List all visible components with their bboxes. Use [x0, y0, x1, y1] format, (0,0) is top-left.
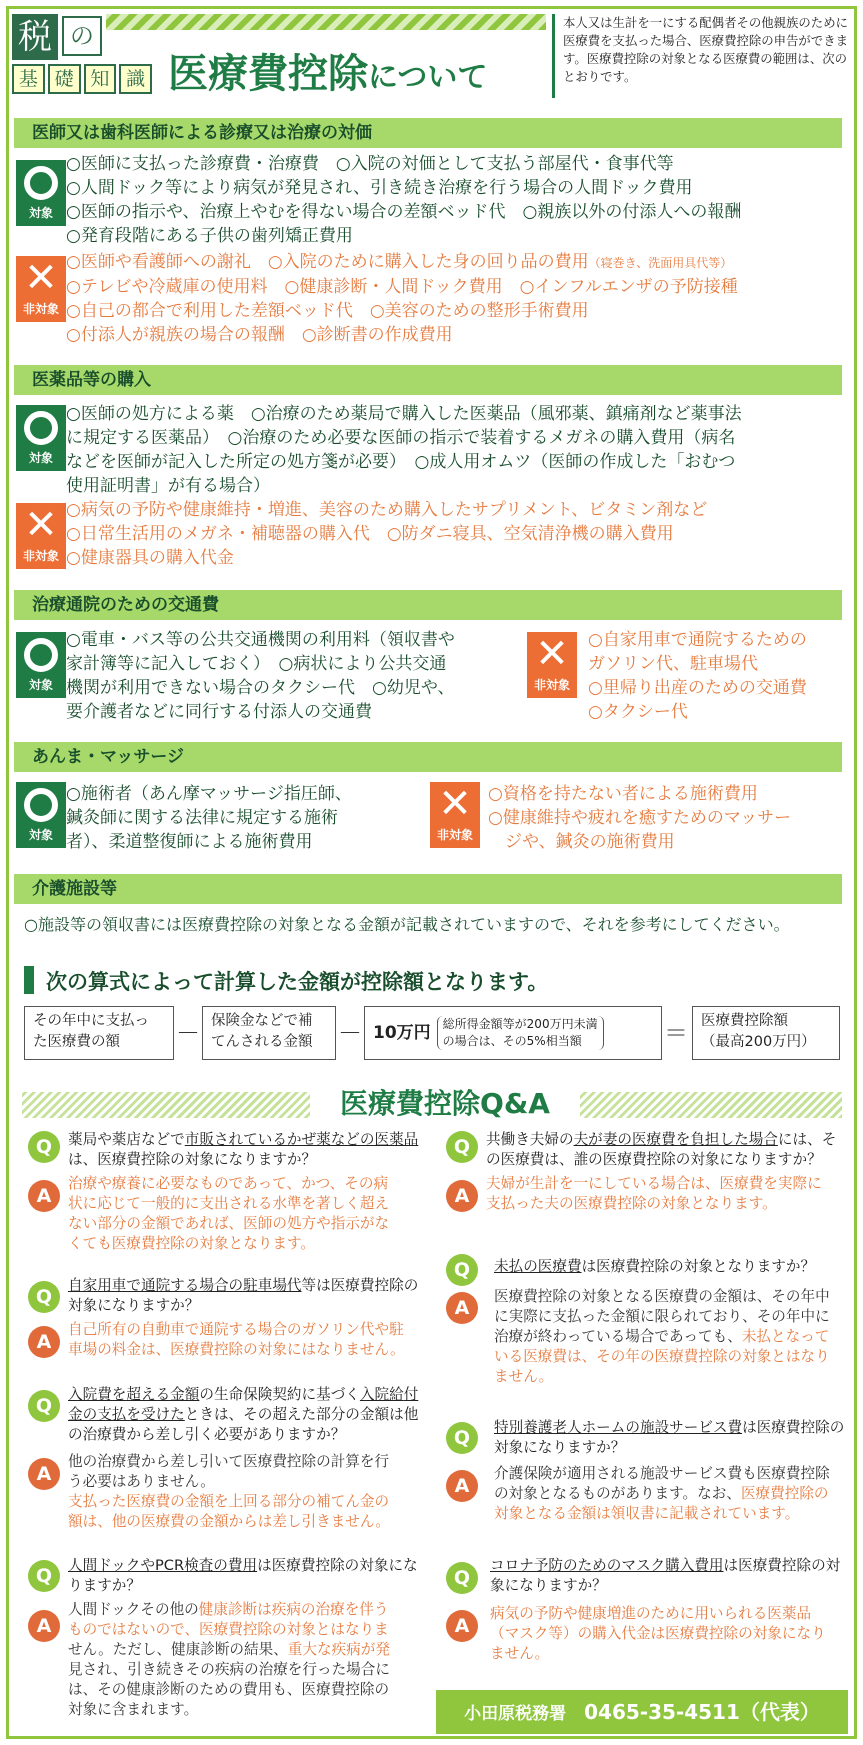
qa-text-line: 額は、他の医療費の金額からは差し引きません。 — [68, 1513, 390, 1530]
list-item: ○資格を持たない者による施術費用 — [488, 784, 758, 804]
qa-text: 除の対象になりますか？ — [68, 1277, 419, 1314]
a-icon: A — [446, 1292, 478, 1324]
q-icon: Q — [28, 1560, 60, 1592]
a-icon: A — [446, 1610, 478, 1642]
formula-box-line: （最高200万円） — [701, 1034, 816, 1050]
list-item: ○付添人が親族の場合の報酬 ○診断書の作成費用 — [66, 325, 453, 345]
formula-box-line: てんされる金額 — [211, 1034, 313, 1050]
massage-ng-list — [488, 782, 791, 854]
qa-text: 人間ドックその他の — [68, 1601, 199, 1618]
qa-question-4 — [68, 1556, 428, 1596]
qa-text: には、そ — [777, 1131, 837, 1148]
brand-kiso-chishiki — [12, 64, 152, 94]
qa-text-line: 他の治療費から差し引いて医療費控除の計算を行 — [68, 1453, 390, 1470]
qa-text-underline: 入院給 — [359, 1386, 404, 1403]
qa-text: は他の治療費から差し引く必要がありますか？ — [68, 1406, 419, 1443]
list-item: ○自己の都合で利用した差額ベッド代 ○美容のための整形手術費用 — [66, 301, 589, 321]
a-icon: A — [446, 1180, 478, 1212]
qa-text-orange: 医療費控除の — [740, 1485, 829, 1502]
section-care-header: 介護施設等 — [14, 874, 842, 904]
qa-text-line: 治療や療養に必要なものであって、かつ、その病 — [68, 1175, 389, 1192]
list-item: 要介護者などに同行する付添人の交通費 — [66, 702, 372, 722]
list-item-text: ○医師や看護師への謝礼 ○入院のために購入した身の回り品の費用 — [66, 252, 589, 272]
list-item: ガソリン代、駐車場代 — [588, 654, 758, 674]
ng-label: 非対象 — [22, 302, 59, 316]
ng-label: 非対象 — [436, 828, 473, 842]
list-item: ○人間ドック等により病気が発見され、引き続き治療を行う場合の人間ドック費用 — [66, 178, 693, 198]
qa-text-line: 支払った医療費の金額を上回る部分の補てん金の — [68, 1493, 390, 1510]
ok-badge — [16, 405, 66, 471]
qa-answer-4 — [68, 1600, 428, 1720]
list-item: ○施術者（あん摩マッサージ指圧師、 — [66, 784, 352, 804]
cross-icon: ✕ — [24, 502, 58, 548]
section-medicine-header: 医薬品等の購入 — [14, 365, 842, 395]
formula-box-result — [692, 1006, 840, 1060]
qa-question-5 — [486, 1130, 846, 1170]
a-icon: A — [28, 1180, 60, 1212]
q-icon: Q — [446, 1562, 478, 1594]
formula-threshold-value: 10万円 — [373, 1022, 431, 1043]
list-item: ○発育段階にある子供の歯列矯正費用 — [66, 226, 353, 246]
qa-text: 共働き夫婦の — [486, 1131, 574, 1148]
ng-badge — [527, 632, 577, 698]
list-item: ○医師に支払った診療費・治療費 ○入院の対価として支払う部屋代・食事代等 — [66, 154, 674, 174]
cross-icon: ✕ — [535, 631, 569, 677]
q-icon: Q — [28, 1131, 60, 1163]
qa-answer-3 — [68, 1452, 428, 1532]
a-icon: A — [28, 1610, 60, 1642]
qa-text-underline: 未払の医療費 — [494, 1258, 582, 1275]
qa-text-underline: 特別養護老人ホームの施設サービス費 — [494, 1419, 743, 1436]
formula-box-line: た医療費の額 — [33, 1034, 120, 1050]
doctor-ok-list — [66, 152, 741, 248]
q-icon: Q — [28, 1390, 60, 1422]
list-item: ○健康維持や疲れを癒すためのマッサー — [488, 808, 792, 828]
q-icon: Q — [28, 1281, 60, 1313]
tax-office-phone[interactable]: 0465-35-4511（代表） — [584, 1700, 820, 1724]
qa-text: の対象となるものがあります。なお、 — [494, 1485, 741, 1502]
qa-text: は医療費控除 — [742, 1419, 830, 1436]
ng-badge — [16, 503, 66, 569]
qa-text: 治療が終わっている場合であっても、 — [494, 1328, 742, 1345]
qa-text-line: に実際に支払った金額に限られており、その年中に — [494, 1308, 830, 1325]
brand-kiso-char: 知 — [84, 64, 117, 94]
page-title — [168, 46, 548, 102]
list-item: ○タクシー代 — [588, 702, 688, 722]
qa-text-line: 車場の料金は、医療費控除の対象にはなりません。 — [68, 1341, 405, 1358]
tax-office-name: 小田原税務署 — [464, 1704, 567, 1724]
equals-operator: ＝ — [664, 1019, 688, 1047]
formula-box-line: その年中に支払っ — [33, 1013, 149, 1029]
list-item: 者）、柔道整復師による施術費用 — [66, 832, 313, 852]
section-doctor-header: 医師又は歯科医師による診療又は治療の対価 — [14, 118, 842, 148]
qa-text-line: 夫婦が生計を一にしている場合は、医療費を実際に — [486, 1175, 822, 1192]
care-text: ○施設等の領収書には医療費控除の対象となる金額が記載されていますので、それを参考にしてください。 — [24, 915, 790, 934]
brand-no-mark: の — [62, 16, 102, 56]
qa-text-line: 支払った夫の医療費控除の対象となります。 — [486, 1195, 777, 1212]
list-item: ○医師の指示や、治療上やむを得ない場合の差額ベッド代 ○親族以外の付添人への報酬 — [66, 202, 742, 222]
qa-answer-7 — [494, 1464, 846, 1524]
a-icon: A — [28, 1458, 60, 1490]
qa-text-line: 状に応じて一般的に支出される水準を著しく超え — [68, 1195, 390, 1212]
header-stripe — [106, 14, 546, 30]
qa-text-line: （マスク等）の購入代金は医療費控除の対象になり — [490, 1625, 826, 1642]
formula-threshold-note — [437, 1016, 604, 1050]
formula-heading-text: 次の算式によって計算した金額が控除額となります。 — [46, 970, 549, 994]
list-item: ○病気の予防や健康維持・増進、美容のため購入したサプリメント、ビタミン剤など — [66, 500, 708, 520]
list-item: 鍼灸師に関する法律に規定する施術 — [66, 808, 338, 828]
qa-answer-6 — [494, 1287, 846, 1387]
qa-text-underline: コロナ予防のためのマスク購入費用 — [490, 1557, 724, 1574]
qa-text-line: ません。 — [490, 1645, 550, 1662]
cross-icon: ✕ — [24, 255, 58, 301]
list-item: に規定する医薬品） ○治療のため必要な医師の指示で装着するメガネの購入費用（病名 — [66, 428, 736, 448]
qa-text-line: 見され、引き続きその疾病の治療を行った場合に — [68, 1661, 390, 1678]
qa-text: の生命保険契約に基づく — [199, 1386, 360, 1403]
qa-text-line: ない部分の金額であれば、医師の処方や指示がな — [68, 1215, 390, 1232]
a-icon: A — [446, 1470, 478, 1502]
formula-box-paid — [24, 1006, 174, 1060]
q-icon: Q — [446, 1131, 478, 1163]
page-title-main: 医療費控除 — [168, 51, 368, 97]
qa-title: 医療費控除Q&A — [310, 1084, 580, 1124]
circle-icon — [24, 788, 58, 822]
qa-text: は医療費控除の対 — [723, 1557, 841, 1574]
circle-icon — [24, 638, 58, 672]
medicine-ng-list — [66, 498, 707, 570]
ok-label: 対象 — [28, 828, 53, 842]
qa-question-6 — [494, 1257, 846, 1277]
ok-badge — [16, 160, 66, 226]
qa-answer-5 — [486, 1174, 846, 1214]
tax-office-contact — [436, 1690, 848, 1734]
qa-question-3 — [68, 1385, 428, 1445]
ng-label: 非対象 — [533, 678, 570, 692]
list-item: ○医師の処方による薬 ○治療のため薬局で購入した医薬品（風邪薬、鎮痛剤など薬事法 — [66, 404, 742, 424]
formula-note-line: 総所得金額等が200万円未満 — [442, 1017, 598, 1031]
doctor-ng-list — [66, 250, 738, 347]
qa-text-line: ものではないので、医療費控除の対象とはなりま — [68, 1621, 389, 1638]
qa-text: ときは、その超えた部分の金額 — [184, 1406, 390, 1423]
qa-text: せん。ただし、健康診断の結果、 — [68, 1641, 288, 1658]
massage-ok-list — [66, 782, 352, 854]
heading-marker — [24, 966, 34, 994]
qa-text-underline: 人間ドックやPCR検査の費用 — [68, 1557, 258, 1574]
list-item-note: （寝巻き、洗面用具代等） — [588, 256, 733, 270]
ok-badge — [16, 632, 66, 698]
formula-box-line: 医療費控除額 — [701, 1013, 788, 1029]
ok-badge — [16, 782, 66, 848]
qa-text-line: 自己所有の自動車で通院する場合のガソリン代や駐 — [68, 1321, 404, 1338]
section-transport-header: 治療通院のための交通費 — [14, 590, 842, 620]
formula-heading — [24, 966, 744, 998]
formula-box-line: 保険金などで補 — [211, 1013, 313, 1029]
circle-icon — [24, 411, 58, 445]
qa-question-7 — [494, 1418, 846, 1458]
qa-text-line: 対象となる金額は領収書に記載されています。 — [494, 1505, 800, 1522]
list-item: ○健康器具の購入代金 — [66, 548, 234, 568]
qa-text-orange: 未払となって — [741, 1328, 830, 1345]
qa-text-underline: 入院費を超える金額 — [68, 1386, 200, 1403]
list-item: 家計簿等に記入しておく） ○病状により公共交通 — [66, 654, 447, 674]
q-icon: Q — [446, 1254, 478, 1286]
qa-text-underline: 市販されているかぜ薬などの医薬品 — [184, 1131, 419, 1148]
ng-badge — [430, 782, 480, 848]
qa-text-orange: 健康診断は疾病の治療を伴う — [198, 1601, 389, 1618]
ng-badge — [16, 256, 66, 322]
list-item: などを医師が記入した所定の処方箋が必要） ○成人用オムツ（医師の作成した「おむつ — [66, 452, 736, 472]
ok-label: 対象 — [28, 451, 53, 465]
qa-text: は、医療費控除の対象になりますか？ — [68, 1151, 317, 1168]
list-item: 機関が利用できない場合のタクシー代 ○幼児や、 — [66, 678, 455, 698]
qa-text: の対象になりますか？ — [494, 1419, 845, 1456]
formula-box-insurance — [202, 1006, 336, 1060]
qa-text-line: ません。 — [494, 1368, 554, 1385]
qa-text: の医療費は、誰の医療費控除の対象になりますか？ — [486, 1151, 822, 1168]
q-icon: Q — [446, 1422, 478, 1454]
qa-text: 象になりますか？ — [68, 1557, 418, 1594]
brand-kiso-char: 識 — [119, 64, 152, 94]
formula-box-threshold — [364, 1006, 662, 1060]
ok-label: 対象 — [28, 678, 53, 692]
section-massage-header: あんま・マッサージ — [14, 742, 842, 772]
minus-operator: － — [176, 1019, 200, 1047]
qa-text: 薬局や薬店などで — [68, 1131, 185, 1148]
list-item — [66, 250, 738, 275]
page-title-suffix: について — [368, 60, 488, 95]
list-item: ジや、鍼灸の施術費用 — [505, 832, 675, 852]
medicine-ok-list — [66, 402, 742, 498]
list-item: ○日常生活用のメガネ・補聴器の購入代 ○防ダニ寝具、空気清浄機の購入費用 — [66, 524, 674, 544]
qa-text: 象になりますか？ — [490, 1577, 607, 1594]
qa-text: は医療費控除の対 — [257, 1557, 374, 1574]
ng-label: 非対象 — [22, 549, 59, 563]
transport-ng-list — [588, 628, 807, 724]
list-item: ○里帰り出産のための交通費 — [588, 678, 807, 698]
qa-text-underline: 夫が妻の医療費を負担した場合 — [573, 1131, 778, 1148]
list-item: ○テレビや冷蔵庫の使用料 ○健康診断・人間ドック費用 ○インフルエンザの予防接種 — [66, 277, 738, 297]
qa-answer-8 — [490, 1604, 846, 1664]
qa-text-line: 医療費控除の対象となる医療費の金額は、その年中 — [494, 1288, 830, 1305]
qa-answer-2 — [68, 1320, 428, 1360]
qa-text-underline: 自家用車で通院する場合の駐車場代 — [68, 1277, 302, 1294]
qa-text-line: 介護保険が適用される施設サービス費も医療費控除 — [494, 1465, 830, 1482]
a-icon: A — [28, 1326, 60, 1358]
qa-text-line: くても医療費控除の対象となります。 — [68, 1235, 315, 1252]
qa-text-line: は、その健康診断のための費用も、医療費控除の — [68, 1681, 390, 1698]
qa-text-line: 対象に含まれます。 — [68, 1701, 199, 1718]
formula-note-line: の場合は、その5%相当額 — [442, 1034, 582, 1048]
qa-text-line: う必要はありません。 — [68, 1473, 215, 1490]
brand-kiso-char: 礎 — [48, 64, 81, 94]
qa-question-1 — [68, 1130, 428, 1170]
qa-answer-1 — [68, 1174, 428, 1254]
qa-text-line: いる医療費は、その年の医療費控除の対象とはなり — [494, 1348, 830, 1365]
qa-text-underline: 付金の支払を受けた — [68, 1386, 419, 1423]
qa-text-orange: 重大な疾病が発 — [287, 1641, 390, 1658]
cross-icon: ✕ — [438, 781, 472, 827]
brand-kiso-char: 基 — [12, 64, 45, 94]
list-item: ○電車・バス等の公共交通機関の利用料（領収書や — [66, 630, 455, 650]
minus-operator: － — [338, 1019, 362, 1047]
circle-icon — [24, 166, 58, 200]
brand-tax-mark: 税 — [12, 14, 58, 60]
list-item: 使用証明書」が有る場合） — [66, 476, 270, 496]
qa-question-2 — [68, 1276, 428, 1316]
qa-question-8 — [490, 1556, 846, 1596]
qa-text: は医療費控除の対象となりますか？ — [581, 1258, 816, 1275]
transport-ok-list — [66, 628, 455, 724]
intro-text: 本人又は生計を一にする配偶者その他親族のために医療費を支払った場合、医療費控除の申告ができます。医療費控除の対象となる医療費の範囲は、次のとおりです。 — [552, 14, 848, 98]
qa-text-line: 病気の予防や健康増進のために用いられる医薬品 — [490, 1605, 812, 1622]
ok-label: 対象 — [28, 206, 53, 220]
qa-text: 等は医療費控 — [301, 1277, 390, 1294]
list-item: ○自家用車で通院するための — [588, 630, 807, 650]
